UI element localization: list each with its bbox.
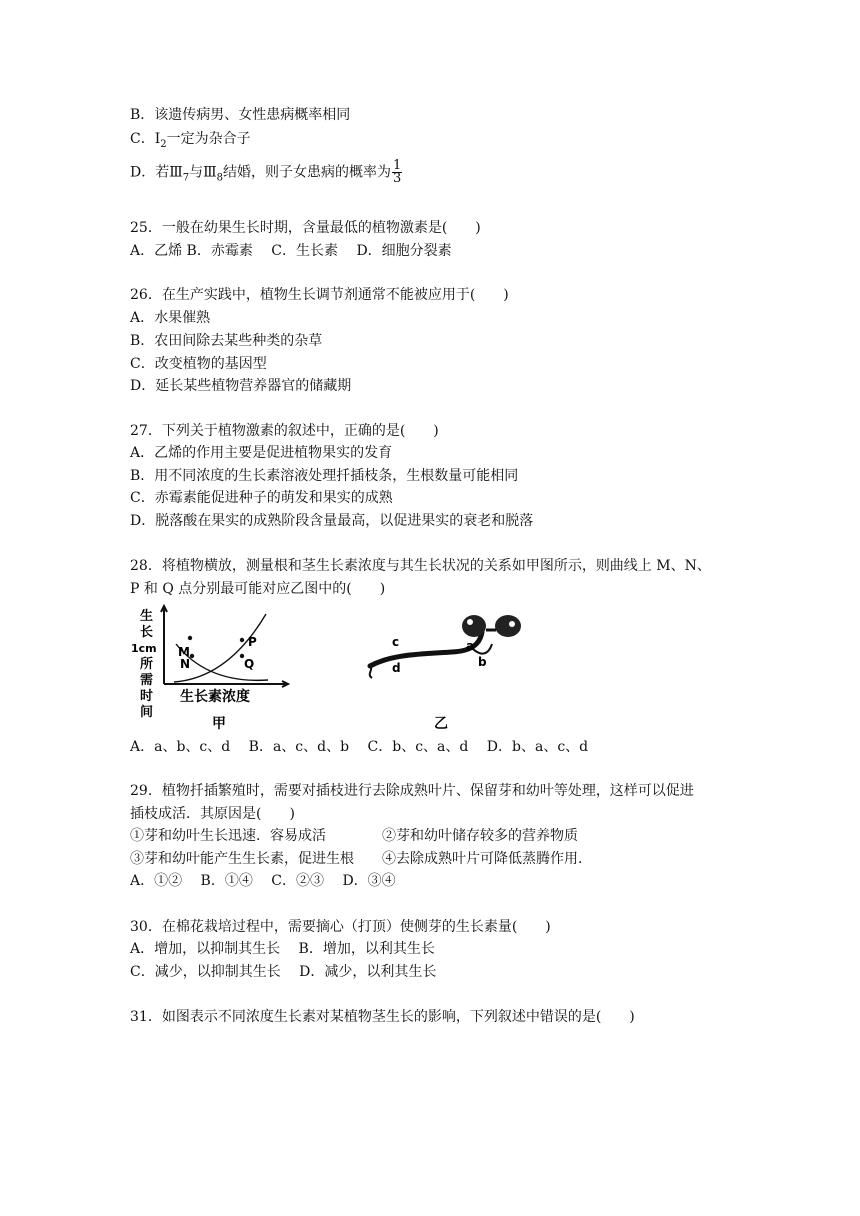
q28-stem-line2: P 和 Q 点分别最可能对应乙图中的( )	[130, 581, 386, 597]
q29-statements-2: ③芽和幼叶能产生生长素，促进生根 ④去除成熟叶片可降低蒸腾作用．	[130, 851, 592, 867]
q26-option-d: D．延长某些植物营养器官的储藏期	[130, 378, 352, 394]
q27-option-d: D．脱落酸在果实的成熟阶段含量最高，以促进果实的衰老和脱落	[130, 513, 534, 529]
q24-option-c: C．$Ⅰ_2$一定为杂合子	[130, 131, 251, 150]
q27-option-b: B．用不同浓度的生长素溶液处理扦插枝条，生根数量可能相同	[130, 468, 519, 484]
q27-option-a: A．乙烯的作用主要是促进植物果实的发育	[130, 445, 393, 461]
q27-stem: 27．下列关于植物激素的叙述中，正确的是( )	[130, 423, 439, 439]
svg-text:所: 所	[140, 657, 154, 672]
svg-text:生: 生	[140, 609, 154, 624]
point-p	[240, 638, 244, 642]
fraction-one-third: $\frac{1}{3}$	[393, 158, 402, 186]
point-m	[188, 636, 192, 640]
label-d: d	[392, 661, 401, 675]
svg-text:1cm: 1cm	[131, 642, 157, 655]
q28-options: A．a、b、c、d B．a、c、d、b C．b、c、a、d D．b、a、c、d	[130, 739, 589, 755]
svg-text:需: 需	[140, 673, 154, 688]
point-n	[190, 654, 194, 658]
label-m: M	[178, 645, 190, 659]
q26-stem: 26．在生产实践中，植物生长调节剂通常不能被应用于( )	[130, 287, 509, 303]
q26-option-b: B．农田间除去某些种类的杂草	[130, 333, 323, 349]
q25-options: A．乙烯 B．赤霉素 C．生长素 D．细胞分裂素	[130, 243, 452, 259]
label-p: P	[248, 635, 257, 649]
q28-stem-line1: 28．将植物横放，测量根和茎生长素浓度与其生长状况的关系如甲图所示，则曲线上 M、N、	[130, 558, 711, 574]
label-a: a	[466, 639, 475, 653]
figure-jia-graph	[128, 604, 293, 732]
q31-stem: 31．如图表示不同浓度生长素对某植物茎生长的影响，下列叙述中错误的是( )	[130, 1009, 635, 1025]
label-c: c	[392, 635, 400, 649]
label-n: N	[180, 657, 191, 671]
svg-text:时: 时	[140, 689, 154, 704]
q30-options-cd: C．减少，以抑制其生长 D．减少，以利其生长	[130, 964, 437, 980]
q27-option-c: C．赤霉素能促进种子的萌发和果实的成熟	[130, 490, 393, 506]
q29-statements-1: ①芽和幼叶生长迅速．容易成活 ②芽和幼叶储存较多的营养物质	[130, 828, 578, 844]
q24-option-d: D．若$Ⅲ_7$与$Ⅲ_8$结婚，则子女患病的概率为 $\frac{1}{3}$	[130, 158, 402, 186]
q30-stem: 30．在棉花栽培过程中，需要摘心（打顶）使侧芽的生长素量( )	[130, 919, 551, 935]
figure-yi-seedling	[362, 604, 532, 732]
label-q: Q	[244, 657, 255, 671]
q30-options-ab: A．增加，以抑制其生长 B．增加，以利其生长	[130, 941, 435, 957]
q25-stem: 25．一般在幼果生长时期，含量最低的植物激素是( )	[130, 220, 481, 236]
q29-stem-line2: 插枝成活．其原因是( )	[130, 806, 295, 822]
q26-option-c: C．改变植物的基因型	[130, 356, 267, 372]
q26-option-a: A．水果催熟	[130, 310, 211, 326]
y-axis-label	[131, 608, 157, 720]
figure-jia-caption: 甲	[212, 716, 226, 732]
cotyledon-left	[462, 615, 486, 637]
figure-yi-caption: 乙	[434, 716, 448, 732]
root-tip	[370, 666, 372, 678]
q29-stem-line1: 29．植物扦插繁殖时，需要对插枝进行去除成熟叶片、保留芽和幼叶等处理，这样可以促进	[130, 783, 694, 799]
cotyledon-right	[495, 615, 521, 637]
svg-text:长: 长	[140, 625, 154, 640]
label-b: b	[478, 655, 487, 669]
svg-text:间: 间	[140, 705, 154, 720]
x-axis-label: 生长素浓度	[180, 689, 250, 705]
q29-options: A．①② B．①④ C．②③ D．③④	[130, 873, 396, 889]
q24-option-b: B．该遗传病男、女性患病概率相同	[130, 107, 351, 123]
